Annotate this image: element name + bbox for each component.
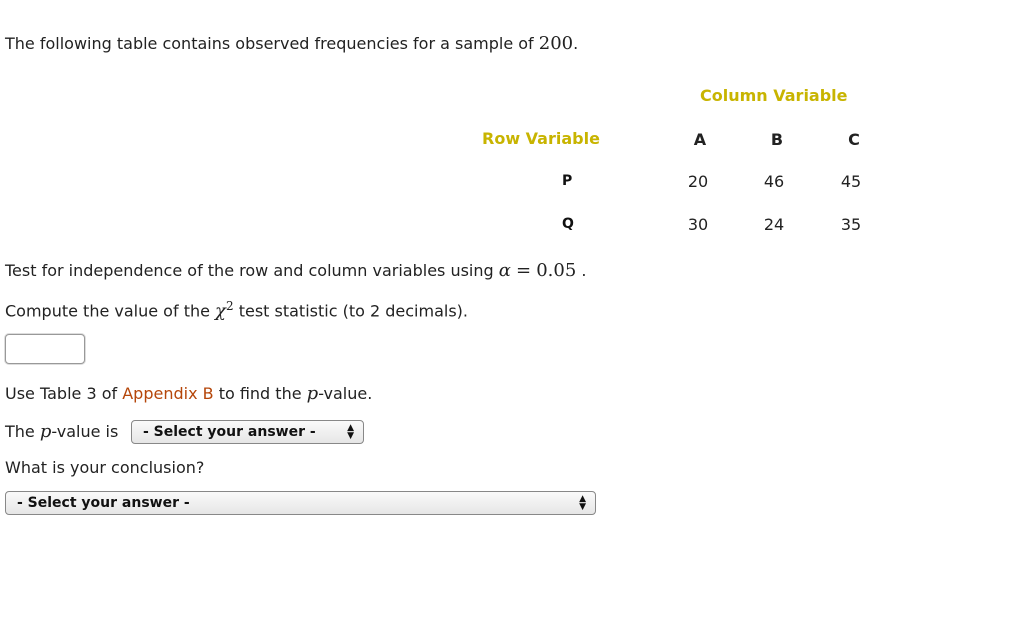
- test-end: .: [581, 261, 587, 280]
- pvalue-pre: The: [5, 422, 35, 441]
- cell-q-a: 30: [687, 215, 709, 234]
- row-label-q: Q: [562, 216, 574, 232]
- cell-q-c: 35: [840, 215, 862, 234]
- column-header-b: B: [770, 130, 784, 149]
- pvalue-select-value: - Select your answer -: [143, 424, 316, 440]
- equals-sign: =: [516, 260, 532, 281]
- table-ref-pre: Use Table 3 of: [5, 384, 118, 403]
- conclusion-question: What is your conclusion?: [5, 458, 205, 477]
- conclusion-select-value: - Select your answer -: [17, 495, 190, 511]
- compute-pre: Compute the value of the: [5, 301, 210, 321]
- cell-p-c: 45: [840, 172, 862, 191]
- column-header-a: A: [693, 130, 707, 149]
- pvalue-text: [5, 421, 118, 442]
- cell-q-b: 24: [763, 215, 785, 234]
- cell-p-b: 46: [763, 172, 785, 191]
- alpha-symbol: α: [498, 260, 511, 281]
- compute-post: test statistic (to 2 decimals).: [238, 301, 468, 321]
- intro-end: .: [573, 34, 579, 53]
- cell-p-a: 20: [687, 172, 709, 191]
- table-ref-mid: to find the: [218, 384, 302, 403]
- pvalue-select[interactable]: [131, 420, 364, 444]
- pvalue-p-symbol: p: [39, 421, 52, 442]
- chi-superscript: 2: [225, 299, 234, 313]
- sample-size: 200: [538, 33, 574, 54]
- row-variable-label: Row Variable: [482, 129, 600, 148]
- alpha-value: 0.05: [536, 260, 577, 281]
- appendix-b-link[interactable]: Appendix B: [122, 384, 214, 403]
- select-arrows-icon: ▲ ▼: [347, 423, 354, 441]
- intro-label: The following table contains observed frequencies for a sample of: [5, 34, 534, 53]
- chi-symbol: χ: [215, 300, 226, 322]
- pvalue-post: -value is: [51, 422, 119, 441]
- table-ref-post: -value.: [318, 384, 373, 403]
- table-ref-text: [5, 383, 372, 404]
- row-label-p: P: [562, 173, 573, 189]
- test-text: [5, 260, 586, 281]
- column-variable-label: Column Variable: [700, 86, 848, 105]
- compute-text: [5, 299, 468, 321]
- column-header-c: C: [848, 130, 860, 149]
- conclusion-select[interactable]: [5, 491, 596, 515]
- p-symbol: p: [306, 383, 319, 404]
- chi-square-answer-input[interactable]: [5, 334, 85, 364]
- intro-text: [5, 33, 578, 54]
- test-label: Test for independence of the row and column variables using: [5, 261, 494, 280]
- select-arrows-icon: ▲ ▼: [579, 494, 586, 512]
